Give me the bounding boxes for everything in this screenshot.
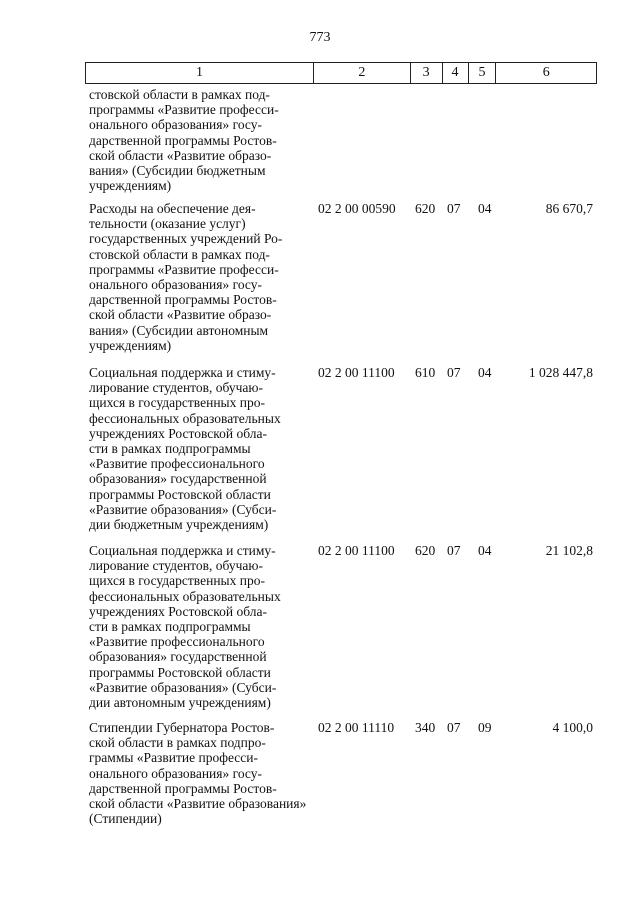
row-description	[89, 543, 310, 710]
row-code: 02 2 00 11100	[318, 543, 395, 558]
column-header-1: 1	[86, 63, 314, 83]
row-code: 02 2 00 11110	[318, 720, 395, 735]
description-line: ской области «Развитие образования»	[89, 796, 307, 812]
row-pr: 04	[478, 201, 492, 216]
description-line: щихся в государственных про-	[89, 573, 265, 589]
row-rz: 07	[447, 543, 461, 558]
description-line: онального образования» госу-	[89, 765, 262, 781]
row-pr: 04	[478, 543, 492, 558]
description-line: образования» государственной	[89, 471, 267, 487]
description-line: Социальная поддержка и стиму-	[89, 365, 276, 380]
description-line: вания» (Субсидии бюджетным	[89, 163, 266, 179]
description-line: программы «Развитие професси-	[89, 261, 279, 277]
description-line: программы «Развитие професси-	[89, 102, 279, 118]
description-line: учреждениям)	[89, 178, 172, 194]
description-line: «Развитие образования» (Субси-	[89, 501, 277, 517]
row-rz: 07	[447, 720, 461, 735]
description-line: Социальная поддержка и стиму-	[89, 543, 276, 558]
description-line: ской области «Развитие образо-	[89, 147, 272, 163]
description-line: учреждениям)	[89, 337, 172, 353]
row-sum: 86 670,7	[545, 201, 593, 216]
page-number: 773	[309, 30, 331, 45]
row-rz: 07	[447, 201, 461, 216]
description-line: лирование студентов, обучаю-	[89, 558, 263, 574]
description-line: дарственной программы Ростов-	[89, 780, 277, 796]
description-line: сти в рамках подпрограммы	[89, 441, 251, 457]
description-line: онального образования» госу-	[89, 117, 262, 133]
column-header-5: 5	[469, 63, 497, 83]
row-description	[89, 365, 310, 532]
description-line: «Развитие профессионального	[89, 456, 265, 472]
description-line: ской области «Развитие образо-	[89, 307, 272, 323]
row-rz: 07	[447, 365, 461, 380]
row-sum: 1 028 447,8	[528, 365, 593, 380]
description-line: государственных учреждений Ро-	[89, 231, 283, 247]
description-line: вания» (Субсидии автономным	[89, 322, 269, 338]
column-header-4: 4	[443, 63, 469, 83]
description-line: программы Ростовской области	[89, 664, 271, 680]
row-vr: 340	[415, 720, 436, 735]
description-line: тельности (оказание услуг)	[89, 216, 246, 232]
row-vr: 620	[415, 201, 436, 216]
row-vr: 610	[415, 365, 436, 380]
description-line: учреждениях Ростовской обла-	[89, 425, 267, 441]
description-line: ской области в рамках подпро-	[89, 735, 266, 751]
table-header	[85, 62, 597, 84]
row-description	[89, 720, 310, 826]
row-code: 02 2 00 00590	[318, 201, 396, 216]
description-line: программы Ростовской области	[89, 486, 271, 502]
description-line: дарственной программы Ростов-	[89, 132, 277, 148]
row-sum: 4 100,0	[552, 720, 593, 735]
description-line: «Развитие профессионального	[89, 634, 265, 650]
column-header-6: 6	[542, 65, 550, 80]
row-description	[89, 201, 310, 353]
description-line: сти в рамках подпрограммы	[89, 619, 251, 635]
row-sum: 21 102,8	[545, 543, 593, 558]
description-line: щихся в государственных про-	[89, 395, 265, 411]
description-line: (Стипендии)	[89, 811, 162, 827]
row-description	[89, 87, 310, 193]
description-line: Стипендии Губернатора Ростов-	[89, 720, 275, 735]
description-line: граммы «Развитие професси-	[89, 750, 258, 766]
row-code: 02 2 00 11100	[318, 365, 395, 380]
description-line: дии бюджетным учреждениям)	[89, 517, 269, 533]
description-line: «Развитие образования» (Субси-	[89, 679, 277, 695]
column-header-3: 3	[411, 63, 443, 83]
description-line: фессиональных образовательных	[89, 410, 281, 426]
row-vr: 620	[415, 543, 436, 558]
description-line: дии автономным учреждениям)	[89, 695, 271, 711]
column-header-2: 2	[314, 63, 411, 83]
description-line: стовской области в рамках под-	[89, 87, 270, 102]
description-line: образования» государственной	[89, 649, 267, 665]
row-pr: 04	[478, 365, 492, 380]
description-line: лирование студентов, обучаю-	[89, 380, 263, 396]
description-line: учреждениях Ростовской обла-	[89, 603, 267, 619]
row-pr: 09	[478, 720, 492, 735]
description-line: дарственной программы Ростов-	[89, 292, 277, 308]
description-line: онального образования» госу-	[89, 277, 262, 293]
description-line: фессиональных образовательных	[89, 588, 281, 604]
description-line: стовской области в рамках под-	[89, 246, 270, 262]
description-line: Расходы на обеспечение дея-	[89, 201, 256, 216]
